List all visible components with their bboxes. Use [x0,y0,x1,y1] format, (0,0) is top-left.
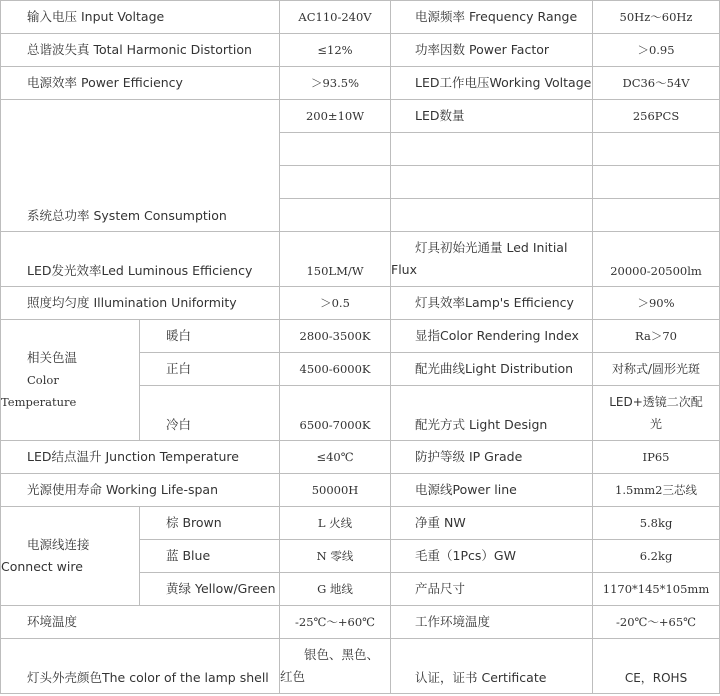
value-power-factor: ＞0.95 [593,34,720,67]
value-shell-color [280,639,391,694]
value-gross-weight: 6.2kg [593,540,720,573]
row-junction-temp [1,441,720,474]
value-power-efficiency: ＞93.5% [280,67,391,100]
label-uniformity: 照度均匀度 Illumination Uniformity [1,287,280,320]
value-uniformity: ＞0.5 [280,287,391,320]
value-junction-temp: ≤40℃ [280,441,391,474]
label-gross-weight: 毛重（1Pcs）GW [391,540,593,573]
value-env-temp: -25℃～+60℃ [280,606,391,639]
value-lamp-efficiency: ＞90% [593,287,720,320]
label-system-consumption: 系统总功率 System Consumption [1,100,280,232]
label-power-line: 电源线Power line [391,474,593,507]
label-certificate: 认证，证书 Certificate [391,639,593,694]
label-frequency-range: 电源频率 Frequency Range [391,1,593,34]
label-power-factor: 功率因数 Power Factor [391,34,593,67]
value-light-design-line1: LED+透镜二次配 [609,395,703,409]
label-neutral-white: 正白 [140,353,280,386]
color-temp-line3: Temperature [1,395,77,409]
connect-wire-line2: Connect wire [1,559,83,574]
color-temp-line1: 相关色温 [27,350,78,365]
row-warm-white [1,320,720,353]
value-frequency-range: 50Hz～60Hz [593,1,720,34]
label-initial-flux-line1: 灯具初始光通量 Led Initial [415,240,568,255]
label-junction-temp: LED结点温升 Junction Temperature [1,441,280,474]
label-net-weight: 净重 NW [391,507,593,540]
label-light-distribution: 配光曲线Light Distribution [391,353,593,386]
label-ip-grade: 防护等级 IP Grade [391,441,593,474]
label-color-temperature [1,320,140,441]
row-input-voltage [1,1,720,34]
value-shell-color-line2: 红色 [280,669,306,684]
label-warm-white: 暖白 [140,320,280,353]
connect-wire-line1: 电源线连接 [27,537,90,552]
value-led-count: 256PCS [593,100,720,133]
row-wire-brown [1,507,720,540]
row-led-efficiency [1,232,720,287]
color-temp-line2: Color [27,373,59,387]
label-wire-blue: 蓝 Blue [140,540,280,573]
value-led-efficiency: 150LM/W [280,232,391,287]
value-working-voltage: DC36～54V [593,67,720,100]
row-uniformity [1,287,720,320]
label-working-voltage: LED工作电压Working Voltage [391,67,593,100]
label-product-size: 产品尺寸 [391,573,593,606]
value-light-design [593,386,720,441]
value-input-voltage: AC110-240V [280,1,391,34]
row-env-temp [1,606,720,639]
value-certificate: CE，ROHS [593,639,720,694]
label-shell-color: 灯头外壳颜色The color of the lamp shell [1,639,280,694]
value-ip-grade: IP65 [593,441,720,474]
value-thd: ≤12% [280,34,391,67]
label-light-design: 配光方式 Light Design [391,386,593,441]
value-initial-flux: 20000-20500lm [593,232,720,287]
label-cool-white: 冷白 [140,386,280,441]
value-neutral-white: 4500-6000K [280,353,391,386]
label-cri: 显指Color Rendering Index [391,320,593,353]
label-led-count: LED数量 [391,100,593,133]
label-env-temp: 环境温度 [1,606,280,639]
value-wire-yellow-green: G 地线 [280,573,391,606]
label-power-efficiency: 电源效率 Power Efficiency [1,67,280,100]
row-shell-color [1,639,720,694]
value-shell-color-line1: 银色、黑色、 [304,647,380,662]
value-wire-brown: L 火线 [280,507,391,540]
value-wire-blue: N 零线 [280,540,391,573]
value-light-design-line2: 光 [650,417,663,431]
label-thd: 总谐波失真 Total Harmonic Distortion [1,34,280,67]
row-thd [1,34,720,67]
label-working-env-temp: 工作环境温度 [391,606,593,639]
label-initial-flux [391,232,593,287]
value-product-size: 1170*145*105mm [593,573,720,606]
value-power-line: 1.5mm2三芯线 [593,474,720,507]
value-working-env-temp: -20℃～+65℃ [593,606,720,639]
value-cool-white: 6500-7000K [280,386,391,441]
label-led-efficiency: LED发光效率Led Luminous Efficiency [1,232,280,287]
value-net-weight: 5.8kg [593,507,720,540]
value-system-consumption: 200±10W [280,100,391,133]
row-power-efficiency [1,67,720,100]
label-wire-yellow-green: 黄绿 Yellow/Green [140,573,280,606]
label-input-voltage: 输入电压 Input Voltage [1,1,280,34]
row-system-consumption [1,100,720,133]
label-connect-wire [1,507,140,606]
label-initial-flux-line2: Flux [391,262,417,277]
label-lifespan: 光源使用寿命 Working Life-span [1,474,280,507]
value-lifespan: 50000H [280,474,391,507]
row-lifespan [1,474,720,507]
label-lamp-efficiency: 灯具效率Lamp's Efficiency [391,287,593,320]
value-cri: Ra＞70 [593,320,720,353]
value-light-distribution: 对称式/圆形光斑 [593,353,720,386]
value-warm-white: 2800-3500K [280,320,391,353]
label-wire-brown: 棕 Brown [140,507,280,540]
